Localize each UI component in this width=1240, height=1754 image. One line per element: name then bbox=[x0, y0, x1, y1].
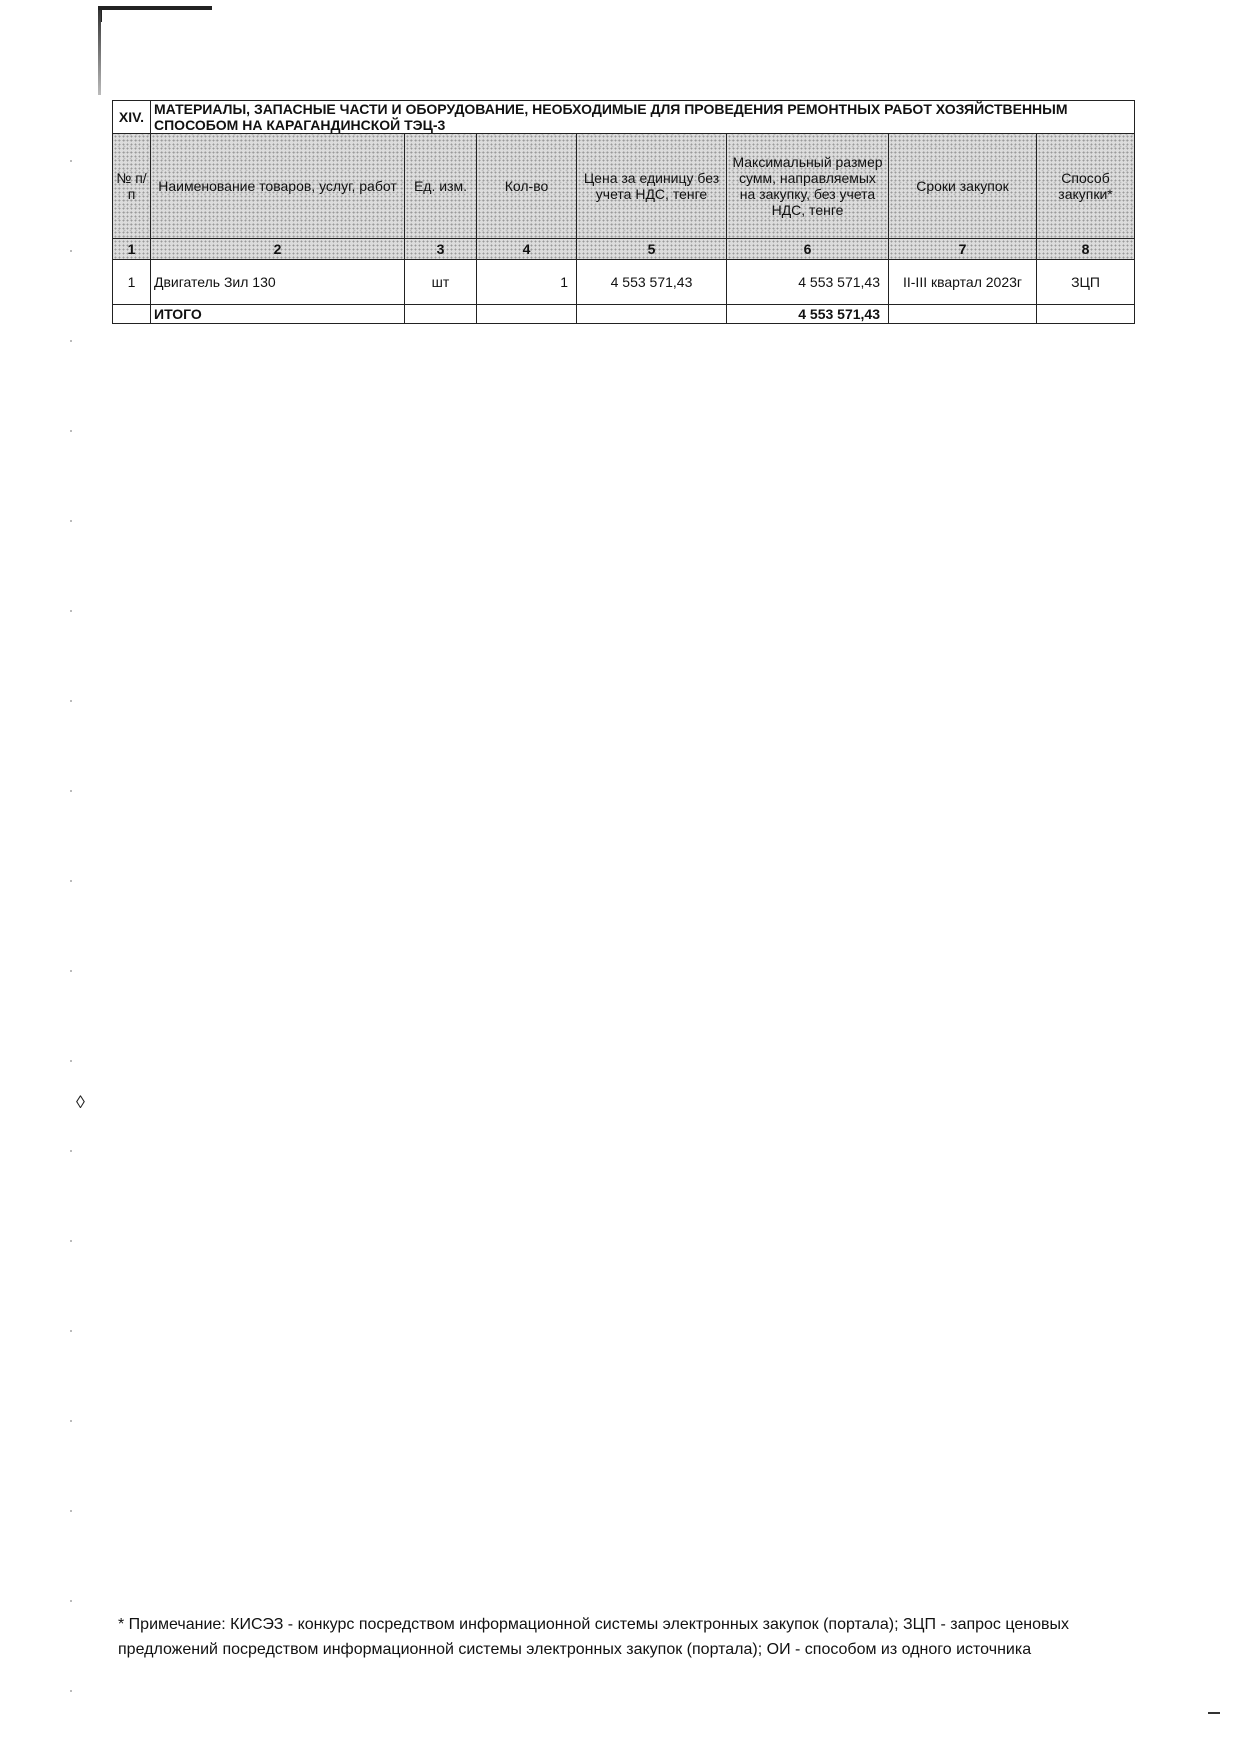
item-max-sum: 4 553 571,43 bbox=[727, 260, 889, 305]
column-header-row bbox=[113, 134, 1135, 239]
total-empty-cell bbox=[477, 305, 577, 324]
col-header-unit: Ед. изм. bbox=[405, 134, 477, 239]
scan-dash-mark bbox=[1208, 1712, 1220, 1714]
total-empty-cell bbox=[113, 305, 151, 324]
row-number: 1 bbox=[113, 260, 151, 305]
section-title: МАТЕРИАЛЫ, ЗАПАСНЫЕ ЧАСТИ И ОБОРУДОВАНИЕ, НЕОБХОДИМЫЕ ДЛЯ ПРОВЕДЕНИЯ РЕМОНТНЫХ РАБОТ ХОЗЯЙСТВЕННЫМ СПОСОБОМ НА КАРАГАНДИНСКОЙ ТЭЦ-3 bbox=[151, 101, 1135, 134]
item-period: II-III квартал 2023г bbox=[889, 260, 1037, 305]
item-qty: 1 bbox=[477, 260, 577, 305]
col-number: 8 bbox=[1037, 239, 1135, 260]
table-row bbox=[113, 260, 1135, 305]
section-header-row bbox=[113, 101, 1135, 134]
item-method: ЗЦП bbox=[1037, 260, 1135, 305]
total-empty-cell bbox=[577, 305, 727, 324]
total-label: ИТОГО bbox=[151, 305, 405, 324]
col-number: 7 bbox=[889, 239, 1037, 260]
procurement-table bbox=[112, 100, 1135, 324]
footnote: * Примечание: КИСЭЗ - конкурс посредством информационной системы электронных закупок (портала); ЗЦП - запрос ценовых предложений посредством информационной системы электронных закупок (портала); ОИ - способом из одного источника bbox=[118, 1616, 1069, 1658]
col-number: 6 bbox=[727, 239, 889, 260]
section-number: XIV. bbox=[113, 101, 151, 134]
col-number: 3 bbox=[405, 239, 477, 260]
col-number: 2 bbox=[151, 239, 405, 260]
item-unit: шт bbox=[405, 260, 477, 305]
procurement-table-container bbox=[112, 100, 1134, 324]
total-empty-cell bbox=[405, 305, 477, 324]
col-header-period: Сроки закупок bbox=[889, 134, 1037, 239]
item-name: Двигатель Зил 130 bbox=[151, 260, 405, 305]
column-number-row bbox=[113, 239, 1135, 260]
total-empty-cell bbox=[889, 305, 1037, 324]
col-header-qty: Кол-во bbox=[477, 134, 577, 239]
scan-artifact: ◊ bbox=[76, 1092, 85, 1112]
col-header-name: Наименование товаров, услуг, работ bbox=[151, 134, 405, 239]
col-number: 4 bbox=[477, 239, 577, 260]
col-number: 1 bbox=[113, 239, 151, 260]
col-header-price: Цена за единицу без учета НДС, тенге bbox=[577, 134, 727, 239]
total-empty-cell bbox=[1037, 305, 1135, 324]
col-header-max-sum: Максимальный размер сумм, направляемых на закупку, без учета НДС, тенге bbox=[727, 134, 889, 239]
col-header-num: № п/п bbox=[113, 134, 151, 239]
scan-dots bbox=[70, 160, 72, 1720]
scan-corner-mark bbox=[98, 6, 212, 22]
total-sum: 4 553 571,43 bbox=[727, 305, 889, 324]
total-row bbox=[113, 305, 1135, 324]
item-price: 4 553 571,43 bbox=[577, 260, 727, 305]
col-number: 5 bbox=[577, 239, 727, 260]
scan-edge-mark bbox=[98, 10, 101, 95]
col-header-method: Способ закупки* bbox=[1037, 134, 1135, 239]
